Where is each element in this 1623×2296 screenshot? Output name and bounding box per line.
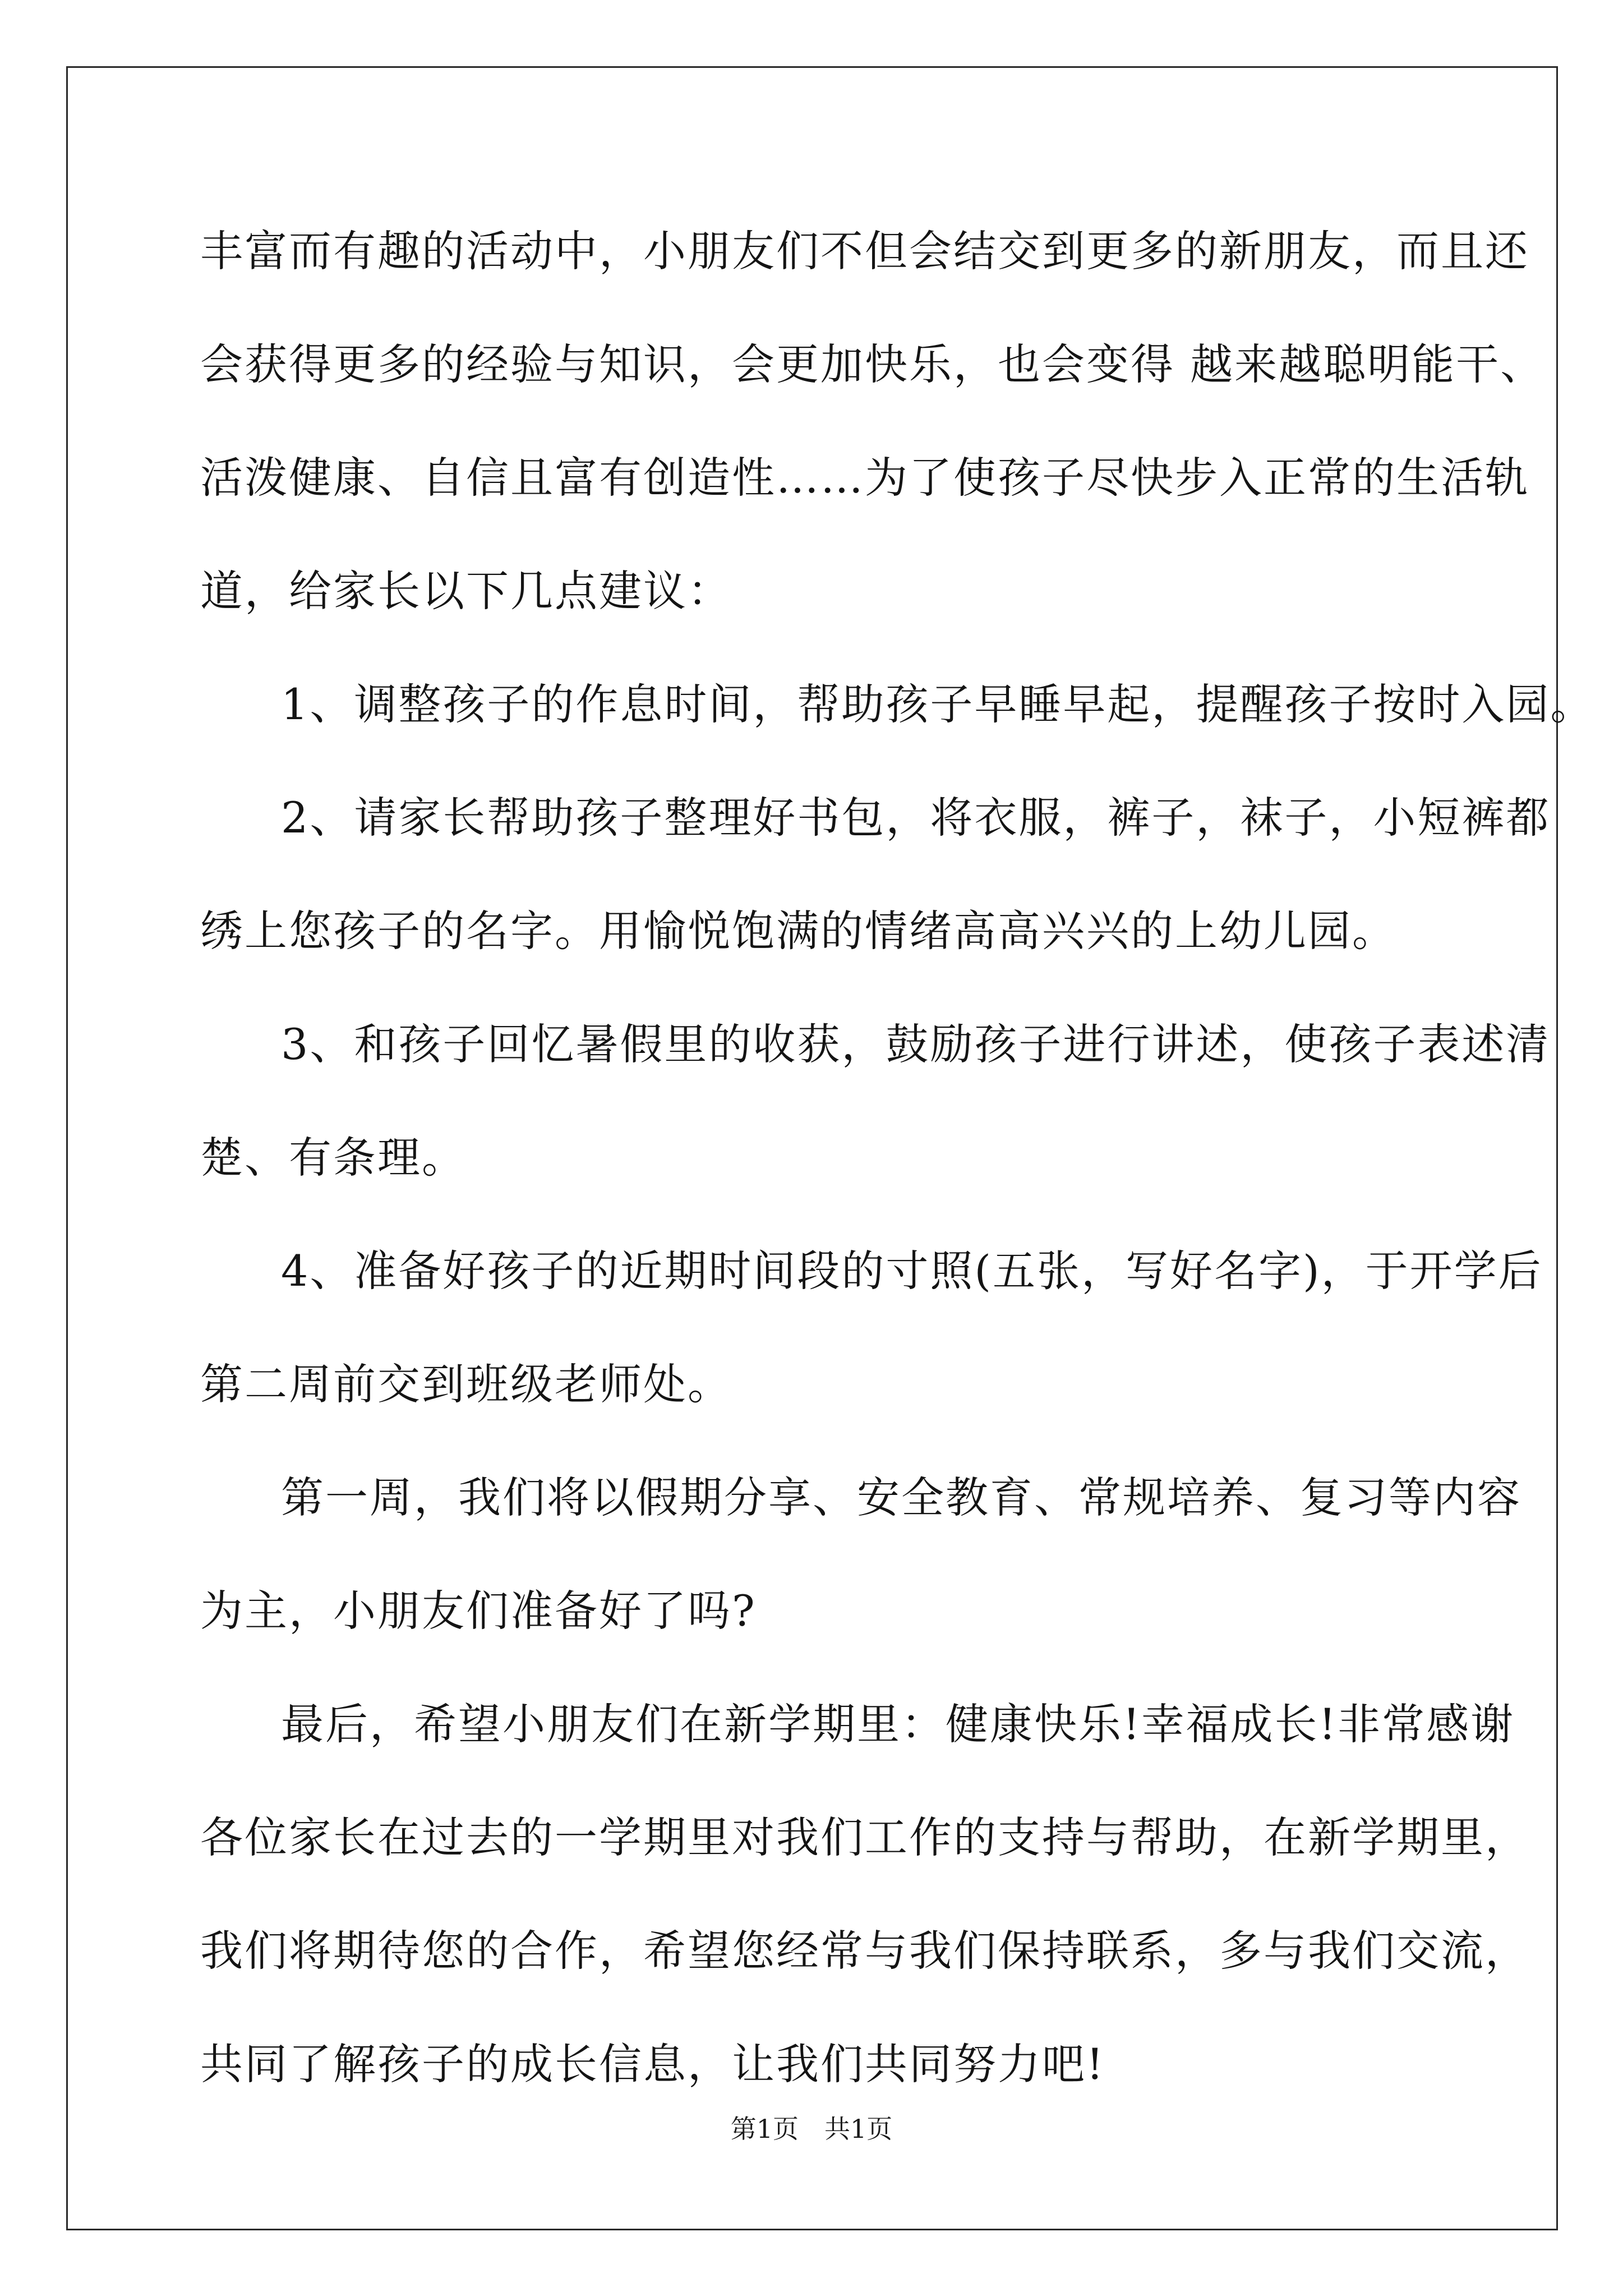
text-line: 各位家长在过去的一学期里对我们工作的支持与帮助，在新学期里， [200, 1812, 1529, 1862]
text-line: 活泼健康、自信且富有创造性……为了使孩子尽快步入正常的生活轨 [200, 453, 1529, 503]
list-item-2: 2、请家长帮助孩子整理好书包，将衣服，裤子，袜子，小短裤都 [281, 793, 1551, 843]
text-line: 楚、有条理。 [200, 1133, 466, 1182]
text-line: 绣上您孩子的名字。用愉悦饱满的情绪高高兴兴的上幼儿园。 [200, 906, 1396, 956]
text-line: 道，给家长以下几点建议： [200, 566, 732, 616]
text-line: 共同了解孩子的成长信息，让我们共同努力吧! [200, 2039, 1105, 2089]
page-number-footer: 第1页 共1页 [730, 2114, 893, 2144]
text-line: 我们将期待您的合作，希望您经常与我们保持联系，多与我们交流， [200, 1926, 1529, 1976]
list-item-3: 3、和孩子回忆暑假里的收获，鼓励孩子进行讲述，使孩子表述清 [281, 1019, 1551, 1069]
text-line: 第二周前交到班级老师处。 [200, 1359, 732, 1409]
paragraph-first-week: 第一周，我们将以假期分享、安全教育、常规培养、复习等内容 [281, 1473, 1521, 1522]
text-line: 丰富而有趣的活动中，小朋友们不但会结交到更多的新朋友，而且还 [200, 226, 1529, 276]
text-line: 为主，小朋友们准备好了吗? [200, 1586, 757, 1636]
paragraph-closing: 最后，希望小朋友们在新学期里：健康快乐!幸福成长!非常感谢 [281, 1699, 1515, 1749]
list-item-4: 4、准备好孩子的近期时间段的寸照(五张，写好名字)，于开学后 [281, 1246, 1543, 1296]
list-item-1: 1、调整孩子的作息时间，帮助孩子早睡早起，提醒孩子按时入园。 [281, 679, 1595, 729]
text-line: 会获得更多的经验与知识，会更加快乐，也会变得 越来越聪明能干、 [200, 339, 1545, 389]
